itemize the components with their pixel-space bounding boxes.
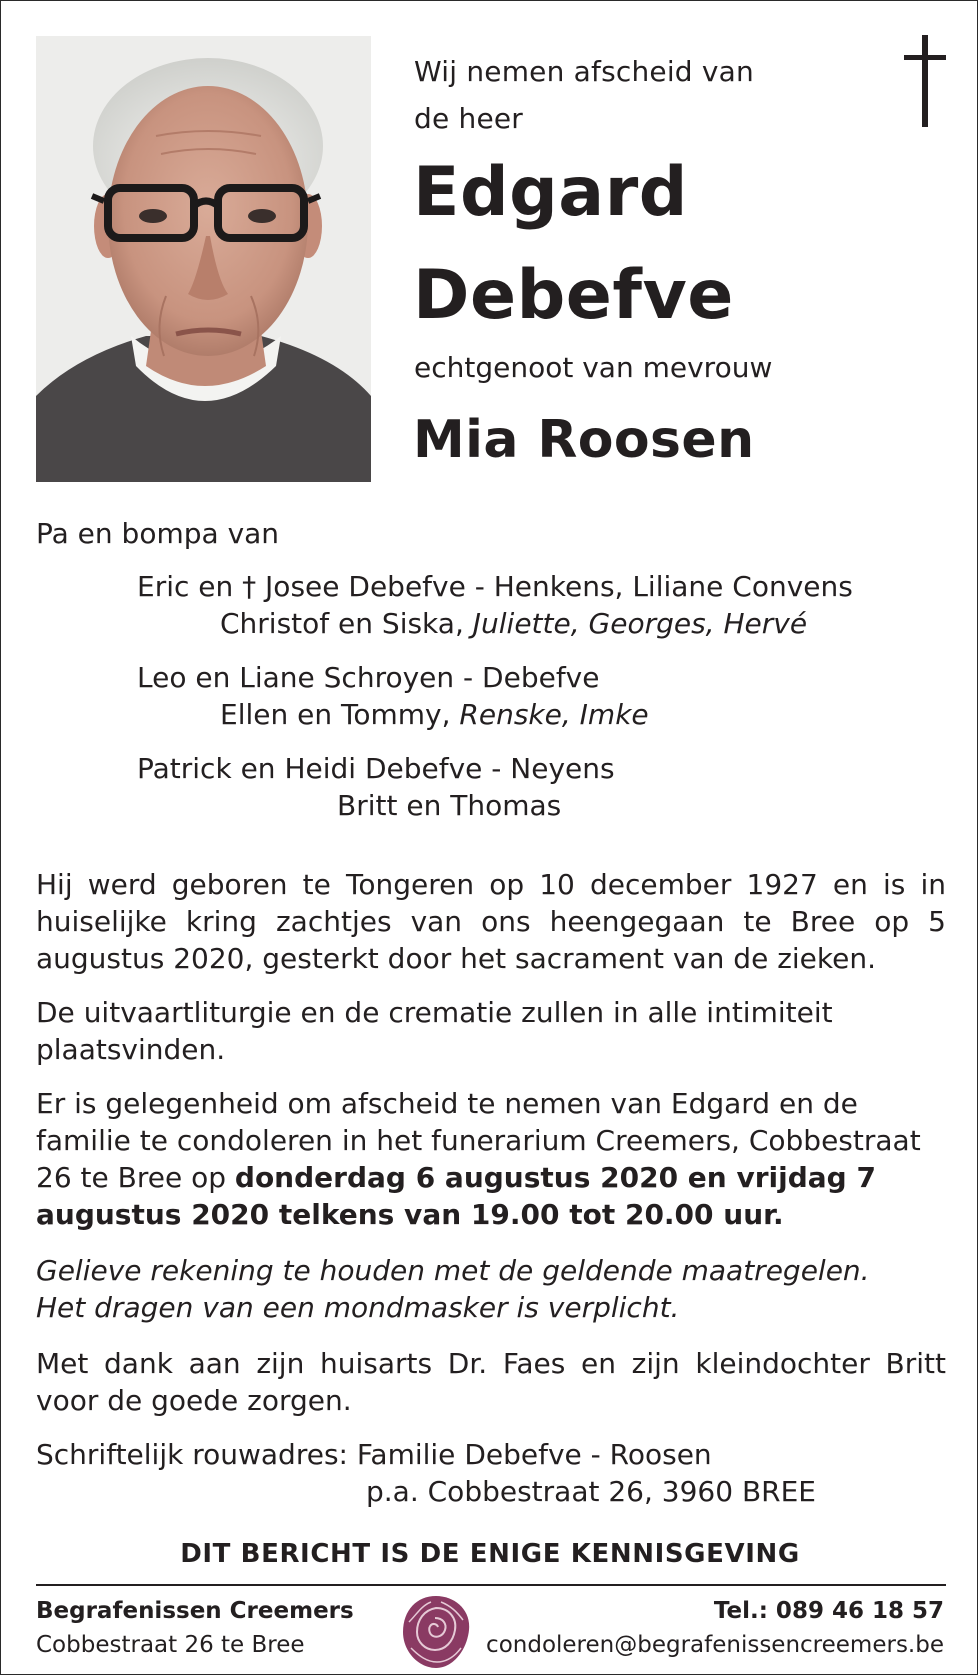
children-names: Christof en Siska, xyxy=(220,607,464,640)
family-intro: Pa en bompa van xyxy=(36,517,280,550)
latin-cross-icon xyxy=(902,35,948,127)
family-children-3: Britt en Thomas xyxy=(337,789,562,822)
covid-line-1: Gelieve rekening te houden met de geldende maatregelen. xyxy=(36,1254,870,1287)
children-names: Ellen en Tommy, xyxy=(220,698,451,731)
deceased-first-name: Edgard xyxy=(413,153,688,232)
thanks-paragraph: Met dank aan zijn huisarts Dr. Faes en zijn kleindochter Britt voor de goede zorgen. xyxy=(36,1347,946,1417)
spouse-intro: echtgenoot van mevrouw xyxy=(414,351,773,384)
portrait-photo xyxy=(36,36,371,482)
company-address: Cobbestraat 26 te Bree xyxy=(36,1632,305,1658)
covid-line-2: Het dragen van een mondmasker is verplicht. xyxy=(36,1291,680,1324)
only-notice-statement: DIT BERICHT IS DE ENIGE KENNISGEVING xyxy=(180,1539,800,1569)
grandchildren-names: Renske, Imke xyxy=(459,698,649,731)
visitation-dates: donderdag 6 augustus 2020 en vrijdag 7 augustus 2020 telkens van 19.00 tot 20.00 uur. xyxy=(36,1161,876,1231)
visitation-paragraph xyxy=(36,1085,936,1233)
spouse-name: Mia Roosen xyxy=(413,410,755,470)
birth-death-paragraph: Hij werd geboren te Tongeren op 10 december 1927 en is in huiselijke kring zachtjes van ons heengegaan te Bree op 5 augustus 2020, gesterkt door het sacrament van de zieken. xyxy=(36,868,946,975)
family-parents-2: Leo en Liane Schroyen - Debefve xyxy=(137,661,600,694)
deceased-last-name: Debefve xyxy=(413,256,734,335)
liturgy-paragraph: De uitvaartliturgie en de crematie zullen in alle intimiteit plaatsvinden. xyxy=(36,996,833,1066)
family-children-1 xyxy=(220,605,807,643)
intro-line-2: de heer xyxy=(414,102,524,135)
grandchildren-names: Juliette, Georges, Hervé xyxy=(472,607,808,640)
intro-line-1: Wij nemen afscheid van xyxy=(414,55,754,88)
address-line-2: p.a. Cobbestraat 26, 3960 BREE xyxy=(366,1475,816,1508)
condolence-email: condoleren@begrafenissencreemers.be xyxy=(486,1632,944,1658)
covid-notice xyxy=(36,1252,946,1326)
family-children-2 xyxy=(220,696,649,734)
rose-logo-icon xyxy=(397,1592,475,1672)
address-line-1: Schriftelijk rouwadres: Familie Debefve - Roosen xyxy=(36,1438,712,1471)
visitation-intro: Er is gelegenheid om afscheid te nemen van Edgard en de familie te condoleren in het funerarium Creemers, Cobbestraat 26 te Bree op xyxy=(36,1087,921,1194)
footer-divider xyxy=(36,1584,946,1586)
company-name: Begrafenissen Creemers xyxy=(36,1598,354,1624)
family-parents-1: Eric en † Josee Debefve - Henkens, Liliane Convens xyxy=(137,570,853,603)
family-parents-3: Patrick en Heidi Debefve - Neyens xyxy=(137,752,615,785)
company-phone: Tel.: 089 46 18 57 xyxy=(713,1598,944,1624)
